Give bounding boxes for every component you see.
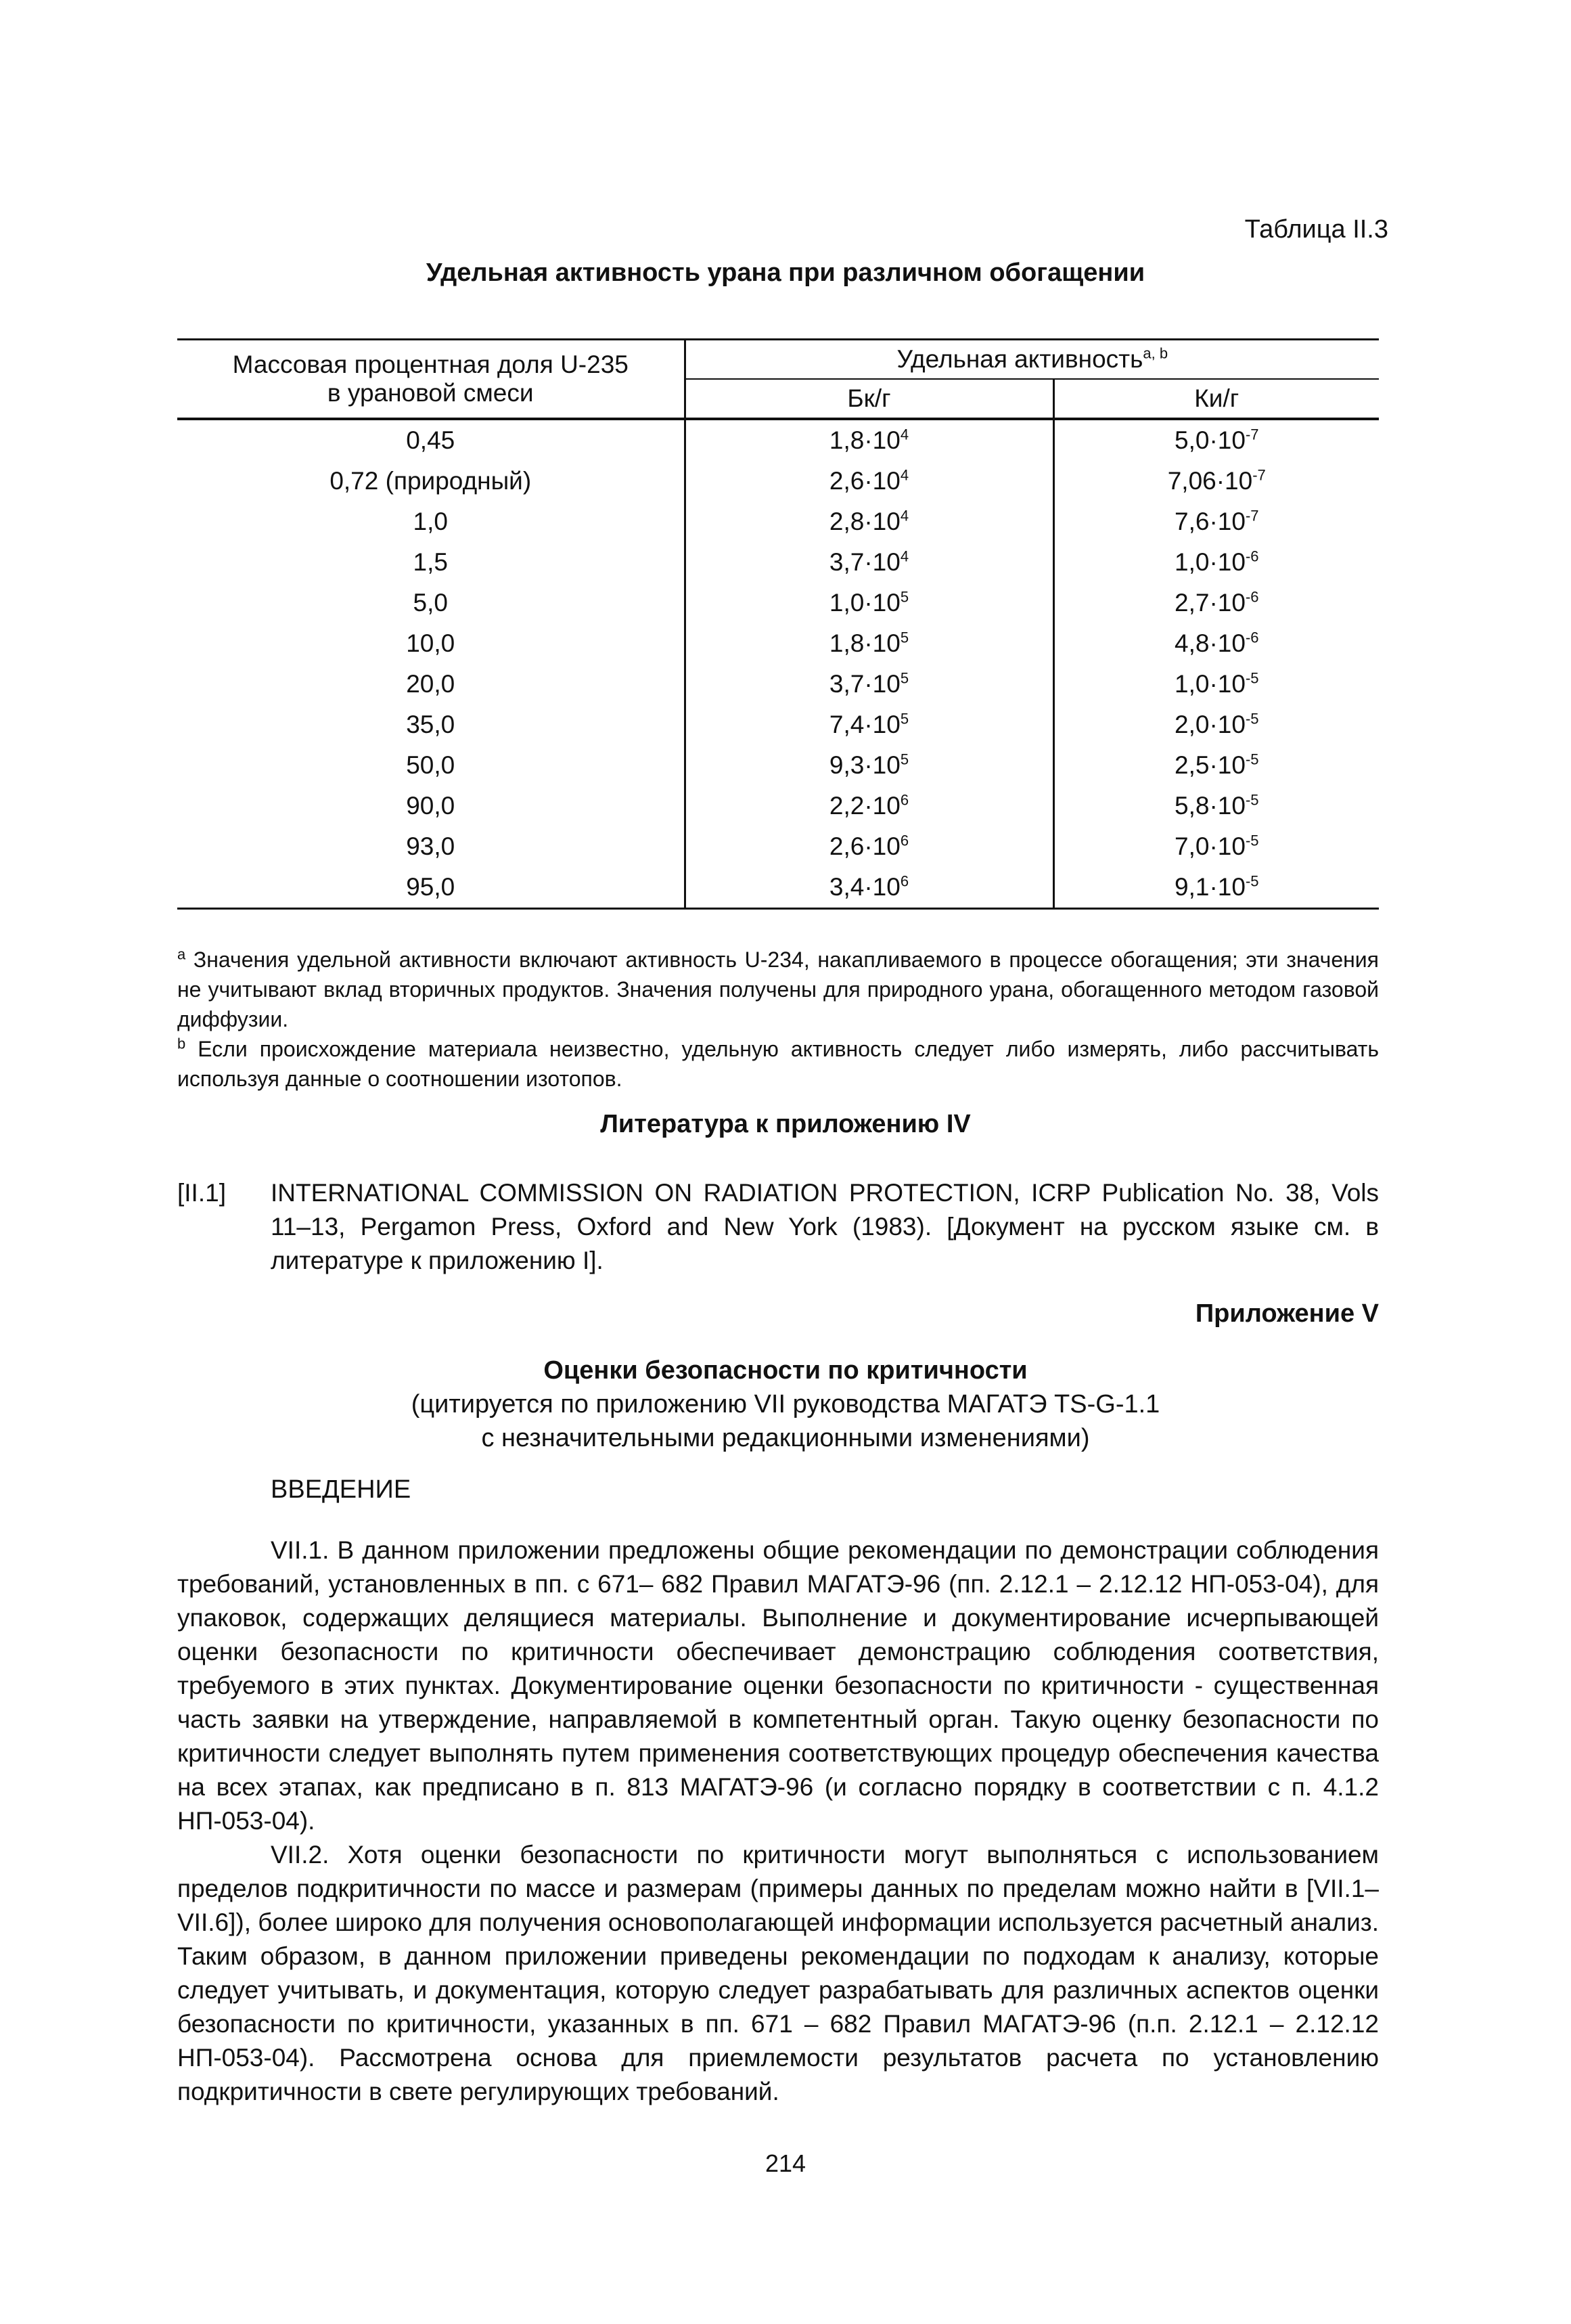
footnote-a-mark: a (177, 945, 186, 963)
bq-exponent: 5 (900, 669, 909, 687)
cell-fraction (177, 419, 685, 461)
cell-bq (685, 461, 1053, 501)
ci-mantissa: 7,06·10 (1167, 467, 1253, 495)
bq-mantissa: 2,6·10 (829, 467, 901, 495)
appendix-label: Приложение V (1195, 1299, 1379, 1328)
ci-mantissa: 2,7·10 (1175, 589, 1246, 617)
bq-mantissa: 2,2·10 (829, 792, 901, 820)
cell-fraction (177, 542, 685, 583)
column-header-fraction-line1: Массовая процентная доля U-235 (232, 351, 629, 378)
ci-exponent: -5 (1245, 751, 1259, 768)
bq-mantissa: 2,8·10 (829, 508, 901, 535)
cell-bq (685, 419, 1053, 461)
cell-bq (685, 542, 1053, 583)
cell-fraction (177, 501, 685, 542)
bq-mantissa: 1,8·10 (829, 629, 901, 657)
page-number: 214 (765, 2149, 806, 2177)
bq-mantissa: 1,0·10 (829, 589, 901, 617)
ci-exponent: -7 (1245, 426, 1259, 443)
reference-text: INTERNATIONAL COMMISSION ON RADIATION PROTECTION, ICRP Publication No. 38, Vols 11–13, Pergamon Press, Oxford and New York (1983). [Документ на русском языке см. в литературе к приложению I]. (271, 1179, 1379, 1274)
ci-mantissa: 9,1·10 (1175, 873, 1246, 901)
bq-exponent: 5 (900, 629, 909, 646)
column-header-ci: Ки/г (1053, 379, 1379, 419)
cell-ci (1053, 623, 1379, 664)
fraction-value: 0,72 (природный) (329, 467, 532, 495)
bq-exponent: 5 (900, 751, 909, 768)
bq-exponent: 4 (900, 507, 909, 524)
table-row (177, 461, 1379, 501)
fraction-value: 50,0 (406, 751, 455, 779)
intro-heading: ВВЕДЕНИЕ (271, 1475, 411, 1504)
cell-fraction (177, 705, 685, 745)
cell-ci (1053, 826, 1379, 867)
ci-exponent: -5 (1245, 669, 1259, 687)
cell-bq (685, 826, 1053, 867)
appendix-title: Оценки безопасности по критичности (543, 1356, 1028, 1385)
cell-fraction (177, 867, 685, 909)
fraction-value: 93,0 (406, 832, 455, 860)
ci-exponent: -5 (1245, 832, 1259, 849)
ci-mantissa: 2,5·10 (1175, 751, 1246, 779)
cell-fraction (177, 623, 685, 664)
cell-ci (1053, 745, 1379, 786)
bq-exponent: 5 (900, 710, 909, 728)
cell-ci (1053, 419, 1379, 461)
cell-bq (685, 664, 1053, 705)
ci-exponent: -5 (1245, 872, 1259, 890)
cell-ci (1053, 867, 1379, 909)
ci-exponent: -6 (1245, 588, 1259, 606)
ci-exponent: -6 (1245, 548, 1259, 565)
cell-ci (1053, 542, 1379, 583)
bq-mantissa: 2,6·10 (829, 832, 901, 860)
cell-bq (685, 623, 1053, 664)
ci-mantissa: 7,6·10 (1175, 508, 1246, 535)
column-header-fraction-line2: в урановой смеси (327, 379, 534, 407)
table-row (177, 786, 1379, 826)
table-row (177, 419, 1379, 461)
table-row (177, 745, 1379, 786)
bq-exponent: 4 (900, 548, 909, 565)
footnote-b-mark: b (177, 1035, 186, 1052)
cell-ci (1053, 786, 1379, 826)
reference-number: [II.1] (177, 1179, 226, 1207)
cell-fraction (177, 461, 685, 501)
bq-mantissa: 1,8·10 (829, 426, 901, 454)
cell-bq (685, 786, 1053, 826)
bq-exponent: 4 (900, 466, 909, 484)
table-row (177, 583, 1379, 623)
cell-fraction (177, 745, 685, 786)
ci-mantissa: 4,8·10 (1175, 629, 1246, 657)
table-label: Таблица II.3 (1244, 215, 1388, 244)
ci-exponent: -7 (1245, 507, 1259, 524)
cell-ci (1053, 501, 1379, 542)
fraction-value: 90,0 (406, 792, 455, 820)
references-heading: Литература к приложению IV (600, 1110, 971, 1138)
table-row (177, 826, 1379, 867)
cell-ci (1053, 583, 1379, 623)
bq-exponent: 4 (900, 426, 909, 443)
appendix-heading (0, 1354, 1571, 1455)
bq-exponent: 6 (900, 872, 909, 890)
table-title: Удельная активность урана при различном обогащении (426, 259, 1145, 287)
table-body (177, 419, 1379, 909)
appendix-subtitle-line1: (цитируется по приложению VII руководства МАГАТЭ TS-G-1.1 (411, 1390, 1160, 1418)
bq-mantissa: 3,7·10 (829, 670, 901, 698)
table-row (177, 542, 1379, 583)
fraction-value: 95,0 (406, 873, 455, 901)
footnote-a (177, 945, 1379, 1034)
fraction-value: 0,45 (406, 426, 455, 454)
cell-bq (685, 705, 1053, 745)
ci-exponent: -5 (1245, 710, 1259, 728)
paragraph-vii-1: VII.1. В данном приложении предложены общие рекомендации по демонстрации соблюдения требований, установленных в пп. с 671– 682 Правил МАГАТЭ-96 (пп. 2.12.1 – 2.12.12 НП-053-04), для упаковок, содержащих делящиеся материалы. Выполнение и документирование исчерпывающей оценки безопасности по критичности обеспечивает демонстрацию соблюдения соответствия, требуемого в этих пунктах. Документирование оценки безопасности по критичности - существенная часть заявки на утверждение, направляемой в компетентный орган. Такую оценку безопасности по критичности следует выполнять путем применения соответствующих процедур обеспечения качества на всех этапах, как предписано в п. 813 МАГАТЭ-96 (и согласно порядку в соответствии с п. 4.1.2 НП-053-04). (177, 1536, 1379, 1835)
bq-exponent: 5 (900, 588, 909, 606)
column-header-fraction (177, 340, 685, 420)
cell-ci (1053, 664, 1379, 705)
bq-exponent: 6 (900, 791, 909, 809)
table-row (177, 867, 1379, 909)
ci-mantissa: 2,0·10 (1175, 711, 1246, 738)
ci-exponent: -6 (1245, 629, 1259, 646)
column-group-header-activity (685, 340, 1379, 380)
reference-item (177, 1176, 1379, 1278)
table-row (177, 705, 1379, 745)
appendix-subtitle-line2: с незначительными редакционными изменениями) (481, 1424, 1090, 1452)
cell-bq (685, 501, 1053, 542)
specific-activity-table (177, 338, 1379, 910)
fraction-value: 1,5 (413, 548, 448, 576)
bq-exponent: 6 (900, 832, 909, 849)
table-footnotes (177, 945, 1379, 1094)
cell-fraction (177, 583, 685, 623)
ci-mantissa: 5,0·10 (1175, 426, 1246, 454)
cell-fraction (177, 826, 685, 867)
ci-mantissa: 7,0·10 (1175, 832, 1246, 860)
fraction-value: 35,0 (406, 711, 455, 738)
group-header-footnote-mark: a, b (1143, 344, 1168, 362)
table-row (177, 623, 1379, 664)
footnote-b-text: Если происхождение материала неизвестно, удельную активность следует либо измерять, либо рассчитывать используя данные о соотношении изотопов. (177, 1037, 1380, 1091)
bq-mantissa: 9,3·10 (829, 751, 901, 779)
ci-mantissa: 5,8·10 (1175, 792, 1246, 820)
fraction-value: 5,0 (413, 589, 448, 617)
cell-bq (685, 583, 1053, 623)
fraction-value: 20,0 (406, 670, 455, 698)
fraction-value: 1,0 (413, 508, 448, 535)
column-header-bq: Бк/г (685, 379, 1053, 419)
ci-exponent: -7 (1252, 466, 1266, 484)
footnote-b (177, 1034, 1379, 1094)
cell-ci (1053, 461, 1379, 501)
bq-mantissa: 7,4·10 (829, 711, 901, 738)
fraction-value: 10,0 (406, 629, 455, 657)
table-row (177, 501, 1379, 542)
table-row (177, 664, 1379, 705)
bq-mantissa: 3,4·10 (829, 873, 901, 901)
footnote-a-text: Значения удельной активности включают активность U-234, накапливаемого в процессе обогащения; эти значения не учитывают вклад вторичных продуктов. Значения получены для природного урана, обогащенного методом газовой диффузии. (177, 947, 1380, 1031)
bq-mantissa: 3,7·10 (829, 548, 901, 576)
cell-fraction (177, 664, 685, 705)
paragraph-vii-2: VII.2. Хотя оценки безопасности по критичности могут выполняться с использованием пределов подкритичности по массе и размерам (примеры данных по пределам можно найти в [VII.1–VII.6]), более широко для получения основополагающей информации используется расчетный анализ. Таким образом, в данном приложении приведены рекомендации по подходам к анализу, которые следует учитывать, и документация, которую следует разрабатывать для различных аспектов оценки безопасности по критичности, указанных в пп. 671 – 682 Правил МАГАТЭ-96 (п.п. 2.12.1 – 2.12.12 НП-053-04). Рассмотрена основа для приемлемости результатов расчета по установлению подкритичности в свете регулирующих требований. (177, 1841, 1379, 2105)
body-text (177, 1534, 1379, 2109)
cell-ci (1053, 705, 1379, 745)
ci-mantissa: 1,0·10 (1175, 670, 1246, 698)
cell-bq (685, 745, 1053, 786)
cell-fraction (177, 786, 685, 826)
group-header-text: Удельная активность (896, 345, 1143, 373)
cell-bq (685, 867, 1053, 909)
ci-exponent: -5 (1245, 791, 1259, 809)
ci-mantissa: 1,0·10 (1175, 548, 1246, 576)
